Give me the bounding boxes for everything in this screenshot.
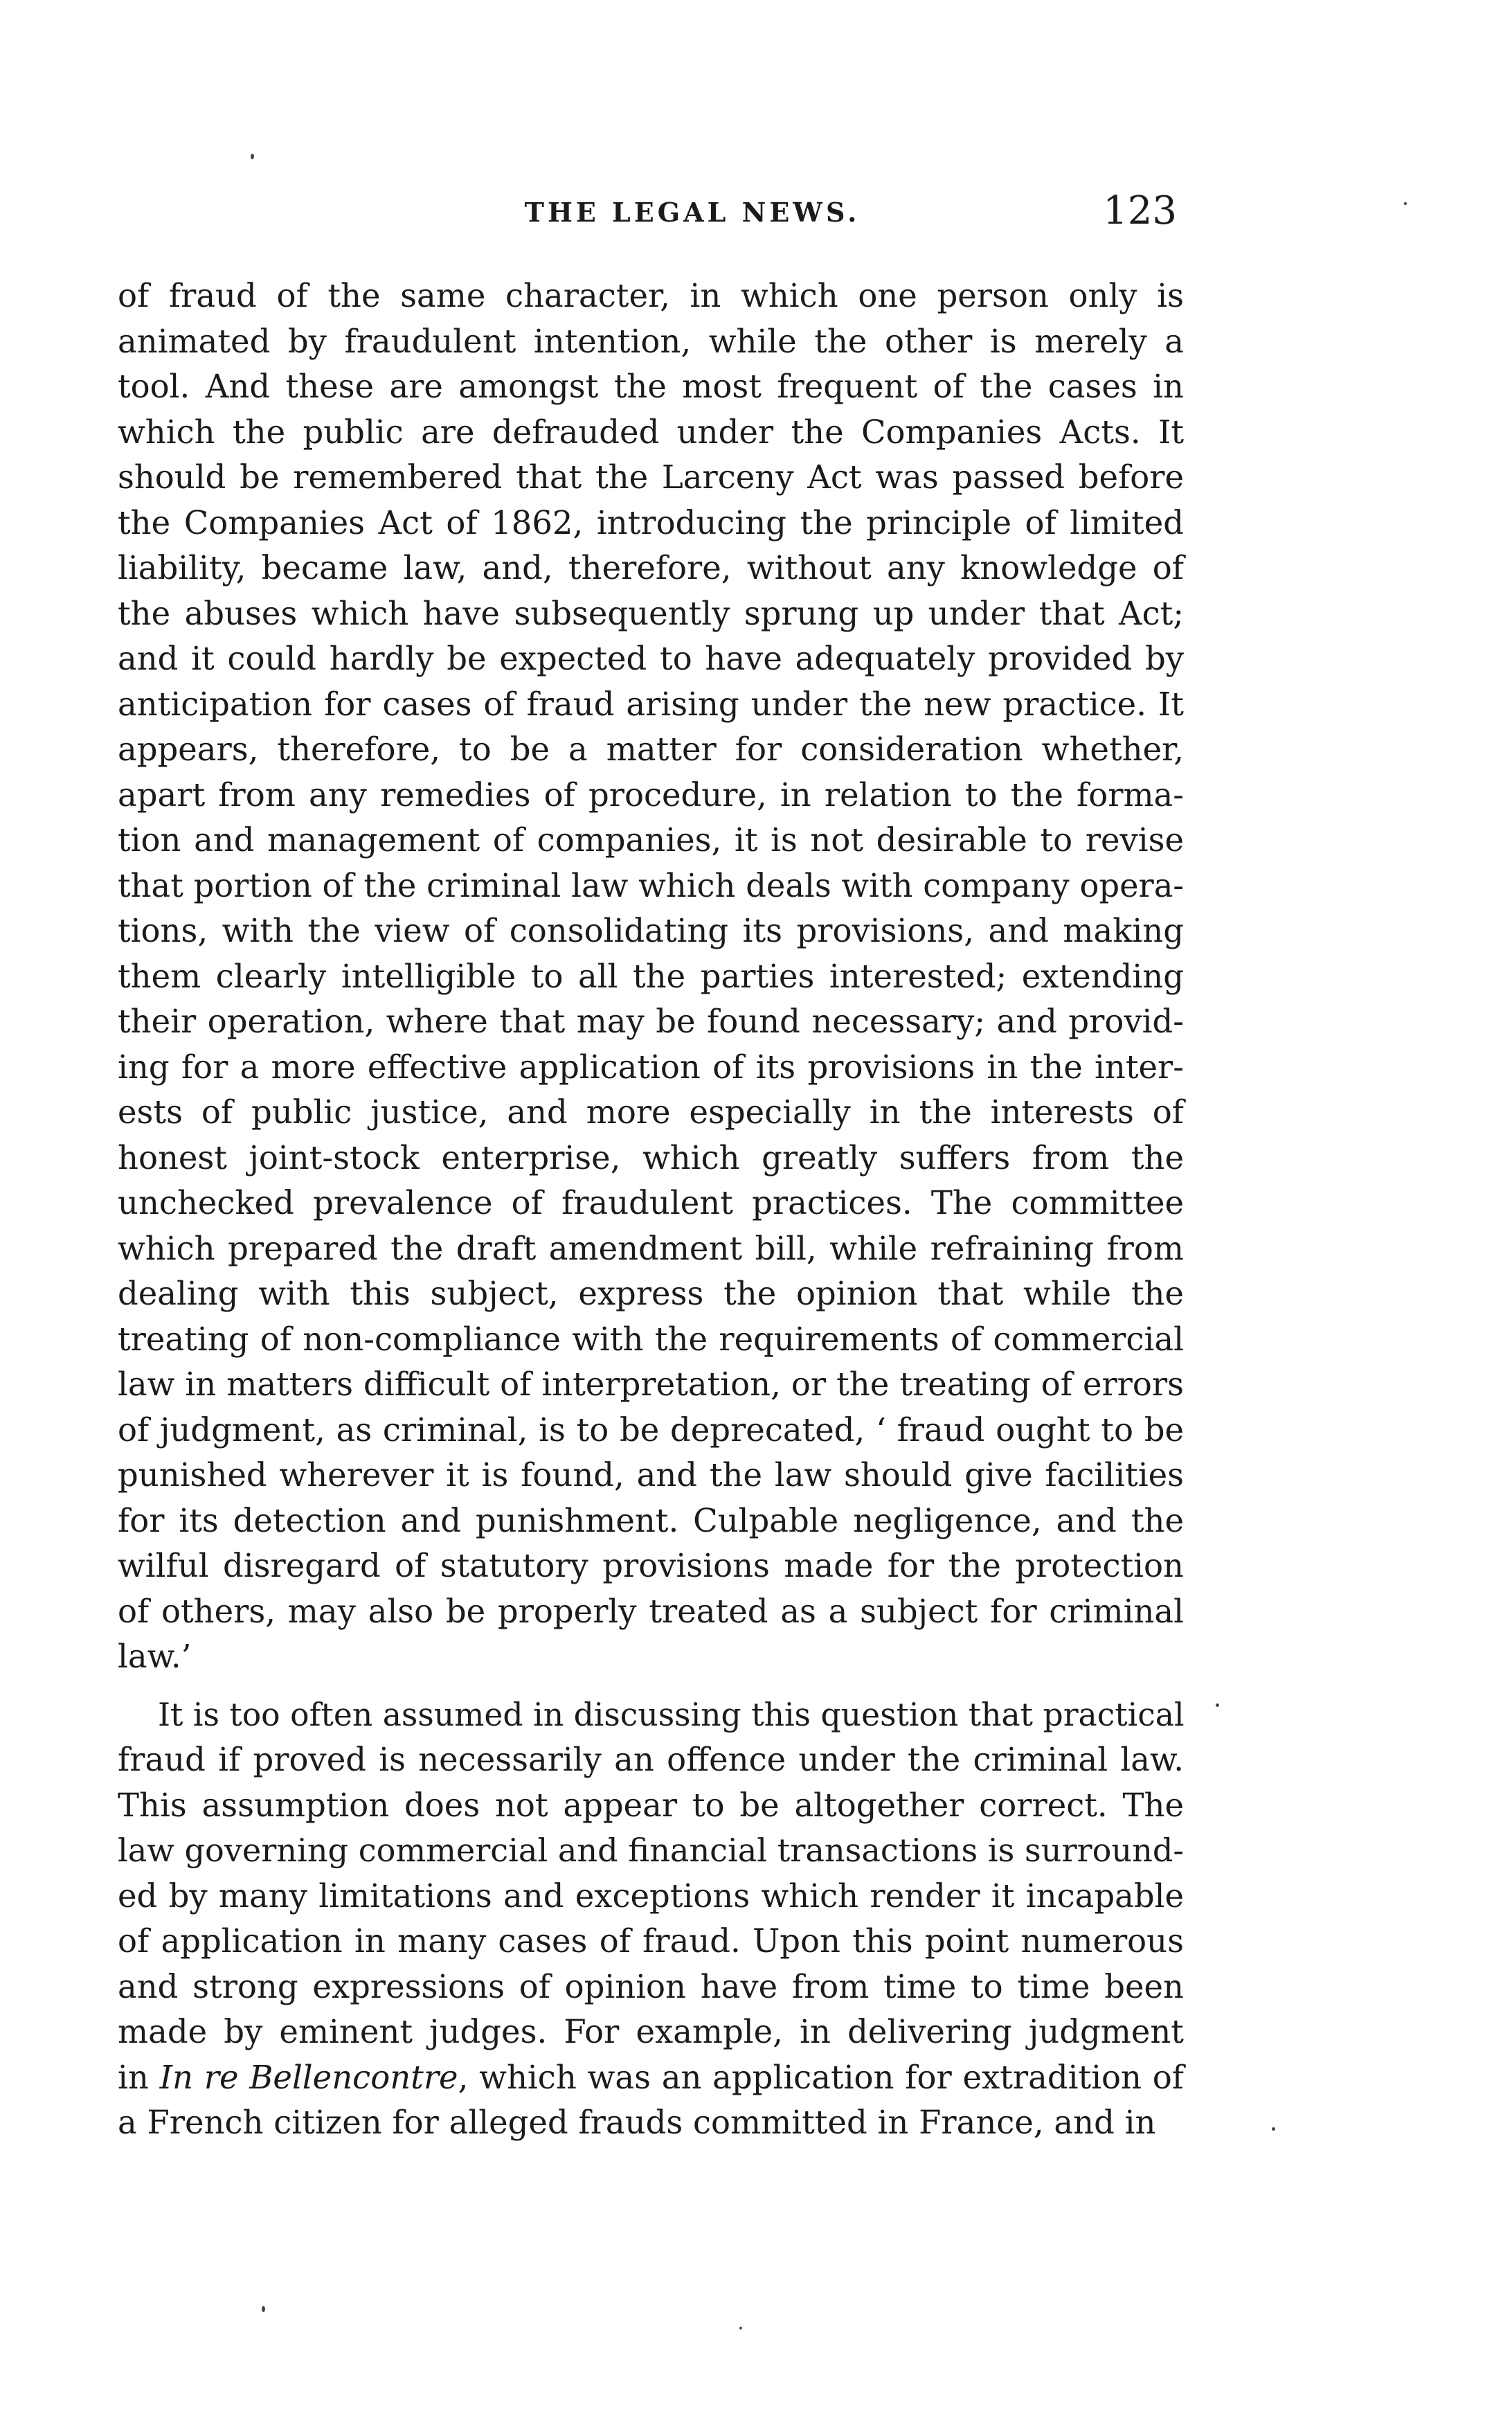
text-line: which prepared the draft amendment bill, while refraining from <box>118 1229 1184 1267</box>
scan-speck <box>1216 1703 1219 1707</box>
text-line: the Companies Act of 1862, introducing the principle of limited <box>118 503 1184 542</box>
text-line: which the public are defrauded under the Companies Acts. It <box>118 413 1184 451</box>
text-line: honest joint-stock enterprise, which greatly suffers from the <box>118 1138 1184 1176</box>
case-name: In re Bellencontre <box>159 2058 458 2096</box>
scan-speck <box>262 2306 265 2312</box>
text-line: their operation, where that may be found necessary; and provid- <box>118 1003 1184 1040</box>
paragraph-2 <box>118 1692 1184 2146</box>
page-number: 123 <box>1103 188 1177 233</box>
paragraph-gap <box>118 1680 1184 1692</box>
text-line: of fraud of the same character, in which one person only is <box>118 277 1184 314</box>
text-line: apart from any remedies of procedure, in relation to the forma- <box>118 776 1184 814</box>
text-line <box>118 2055 1184 2101</box>
text-line: them clearly intelligible to all the parties interested; extending <box>118 957 1184 995</box>
text-line: ed by many limitations and exceptions which render it incapable <box>118 1877 1184 1915</box>
text-line: This assumption does not appear to be altogether correct. The <box>118 1786 1184 1824</box>
text-line: the abuses which have subsequently sprung up under that Act; <box>118 594 1184 632</box>
text-line: ing for a more effective application of its provisions in the inter- <box>118 1048 1184 1086</box>
text-line: ests of public justice, and more especially in the interests of <box>118 1093 1184 1131</box>
text-line: anticipation for cases of fraud arising under the new practice. It <box>118 685 1184 723</box>
text-line: tion and management of companies, it is not desirable to revise <box>118 821 1184 859</box>
text-line: and it could hardly be expected to have adequately provided by <box>118 640 1184 677</box>
scan-speck <box>1404 202 1407 205</box>
text-line: law in matters difficult of interpretation, or the treating of errors <box>118 1366 1184 1403</box>
text-line: of others, may also be properly treated as a subject for criminal <box>118 1592 1184 1630</box>
text-fragment: , which was an application for extradition of <box>458 2058 1184 2096</box>
scan-speck <box>1272 2127 1275 2131</box>
page-header <box>118 188 1184 244</box>
text-line: for its detection and punishment. Culpable negligence, and the <box>118 1501 1184 1539</box>
text-line: law.’ <box>118 1638 192 1675</box>
text-line: dealing with this subject, express the opinion that while the <box>118 1275 1184 1312</box>
text-line: law governing commercial and financial transactions is surround- <box>118 1832 1184 1869</box>
scan-speck <box>739 2327 742 2329</box>
text-line: a French citizen for alleged frauds committed in France, and in <box>118 2104 1156 2141</box>
text-line: and strong expressions of opinion have from time to time been <box>118 1967 1184 2005</box>
body-text <box>118 274 1184 2146</box>
text-line: unchecked prevalence of fraudulent practices. The committee <box>118 1184 1184 1222</box>
text-line: wilful disregard of statutory provisions made for the protection <box>118 1547 1184 1584</box>
text-line: punished wherever it is found, and the law should give facilities <box>118 1456 1184 1494</box>
text-line: treating of non-compliance with the requirements of commercial <box>118 1320 1184 1358</box>
scan-speck <box>251 154 254 159</box>
text-line: fraud if proved is necessarily an offence under the criminal law. <box>118 1741 1184 1778</box>
text-line: tions, with the view of consolidating its provisions, and making <box>118 912 1184 949</box>
text-line: liability, became law, and, therefore, without any knowledge of <box>118 549 1184 587</box>
text-line: that portion of the criminal law which deals with company opera- <box>118 866 1185 904</box>
text-fragment: in <box>118 2058 160 2096</box>
text-line: tool. And these are amongst the most frequent of the cases in <box>118 368 1184 405</box>
running-head: THE LEGAL NEWS. <box>524 197 861 228</box>
text-line: animated by fraudulent intention, while the other is merely a <box>118 322 1184 360</box>
text-line: It is too often assumed in discussing this question that practical <box>158 1696 1185 1733</box>
text-line: appears, therefore, to be a matter for consideration whether, <box>118 731 1184 768</box>
text-line: of application in many cases of fraud. Upon this point numerous <box>118 1922 1184 1960</box>
text-line: made by eminent judges. For example, in delivering judgment <box>118 2013 1184 2050</box>
paragraph-1 <box>118 274 1184 1680</box>
text-line: of judgment, as criminal, is to be deprecated, ‘ fraud ought to be <box>118 1411 1184 1449</box>
text-line: should be remembered that the Larceny Act was passed before <box>118 458 1184 496</box>
